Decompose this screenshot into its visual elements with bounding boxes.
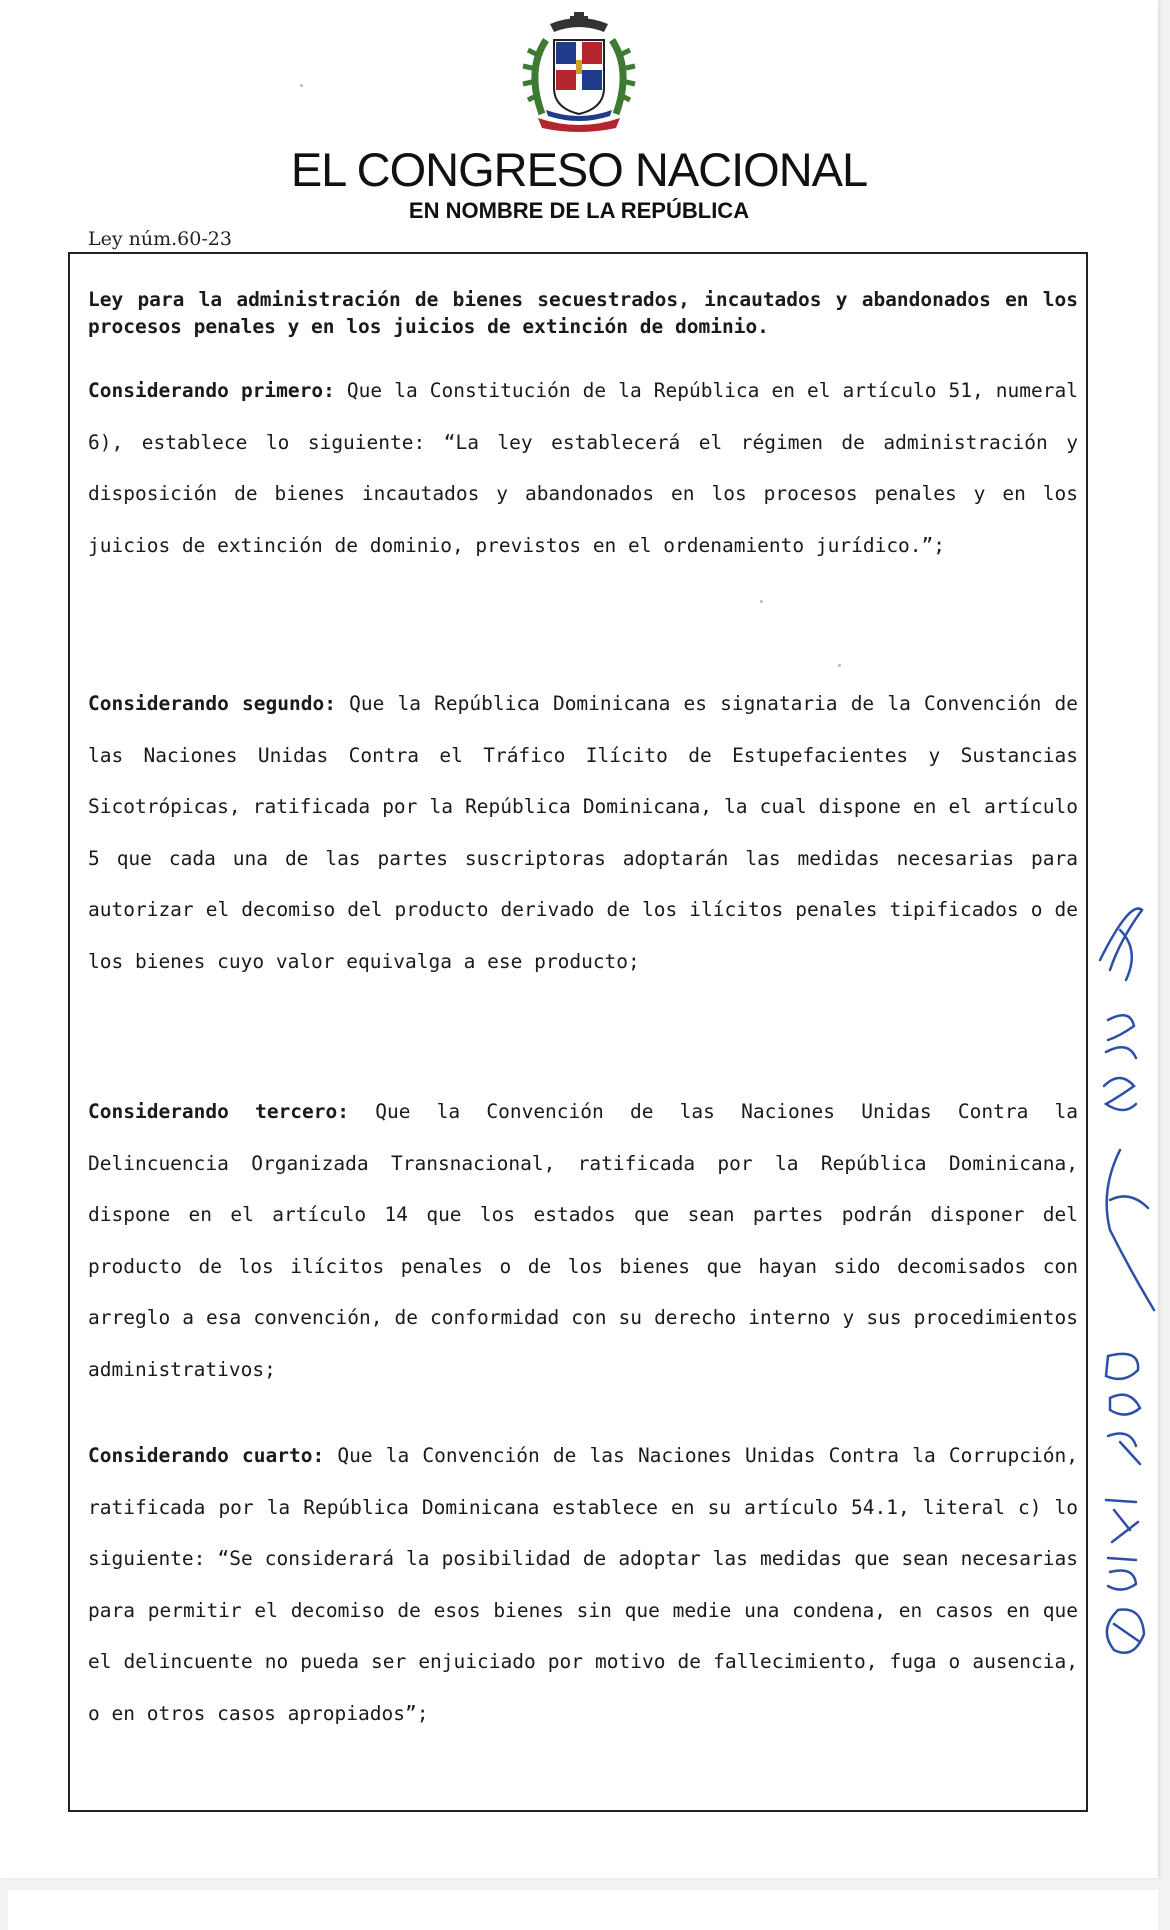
considerando-paragraph: [88, 365, 1078, 571]
paragraph-text: Que la Constitución de la República en el artículo 51, numeral 6), establece lo siguiente: “La ley establecerá el régimen de administración y disposición de bienes incautados y abandonados en los procesos penales y en los juicios de extinción de dominio, previstos en el ordenamiento jurídico.”;: [88, 379, 1078, 557]
coat-of-arms-icon: [520, 10, 638, 136]
paragraph-text: Que la Convención de las Naciones Unidas Contra la Corrupción, ratificada por la República Dominicana establece en su artículo 54.1, literal c) lo siguiente: “Se considerará la posibilidad de adoptar las medidas que sean necesarias para permitir el decomiso de esos bienes sin que medie una condena, en casos en que el delincuente no pueda ser enjuiciado por motivo de fallecimiento, fuga o ausencia, o en otros casos apropiados”;: [88, 1444, 1078, 1725]
paragraph-heading: Considerando primero:: [88, 379, 335, 402]
page-subtitle: EN NOMBRE DE LA REPÚBLICA: [408, 198, 750, 223]
paragraph-heading: Considerando cuarto:: [88, 1444, 325, 1467]
paragraph-text: Que la República Dominicana es signataria de la Convención de las Naciones Unidas Contra el Tráfico Ilícito de Estupefacientes y Sustancias Sicotrópicas, ratificada por la República Dominicana, la cual dispone en el artículo 5 que cada una de las partes suscriptoras adoptarán las medidas necesarias para autorizar el decomiso del producto derivado de los ilícitos penales tipificados o de los bienes cuyo valor equivalga a ese producto;: [88, 692, 1078, 973]
considerando-paragraph: [88, 1086, 1078, 1395]
paragraph-heading: Considerando tercero:: [88, 1100, 350, 1123]
paper-speck: [300, 84, 303, 87]
page-title: EL CONGRESO NACIONAL: [290, 143, 868, 196]
considerando-paragraph: [88, 1430, 1078, 1739]
considerando-paragraph: [88, 678, 1078, 987]
paragraph-heading: Considerando segundo:: [88, 692, 336, 715]
next-page-edge: [8, 1890, 1158, 1930]
paper-speck: [838, 664, 841, 667]
handwritten-margin-note: [1090, 890, 1160, 1690]
law-title: Ley para la administración de bienes secuestrados, incautados y abandonados en los procesos penales y en los juicios de extinción de dominio.: [88, 288, 1078, 338]
paper-speck: [760, 600, 763, 603]
law-number: Ley núm.60-23: [88, 228, 232, 250]
paragraph-text: Que la Convención de las Naciones Unidas Contra la Delincuencia Organizada Transnacional, ratificada por la República Dominicana, dispone en el artículo 14 que los estados que sean partes podrán disponer del producto de los ilícitos penales o de los bienes que hayan sido decomisados con arreglo a esa convención, de conformidad con su derecho interno y sus procedimientos administrativos;: [88, 1100, 1078, 1381]
